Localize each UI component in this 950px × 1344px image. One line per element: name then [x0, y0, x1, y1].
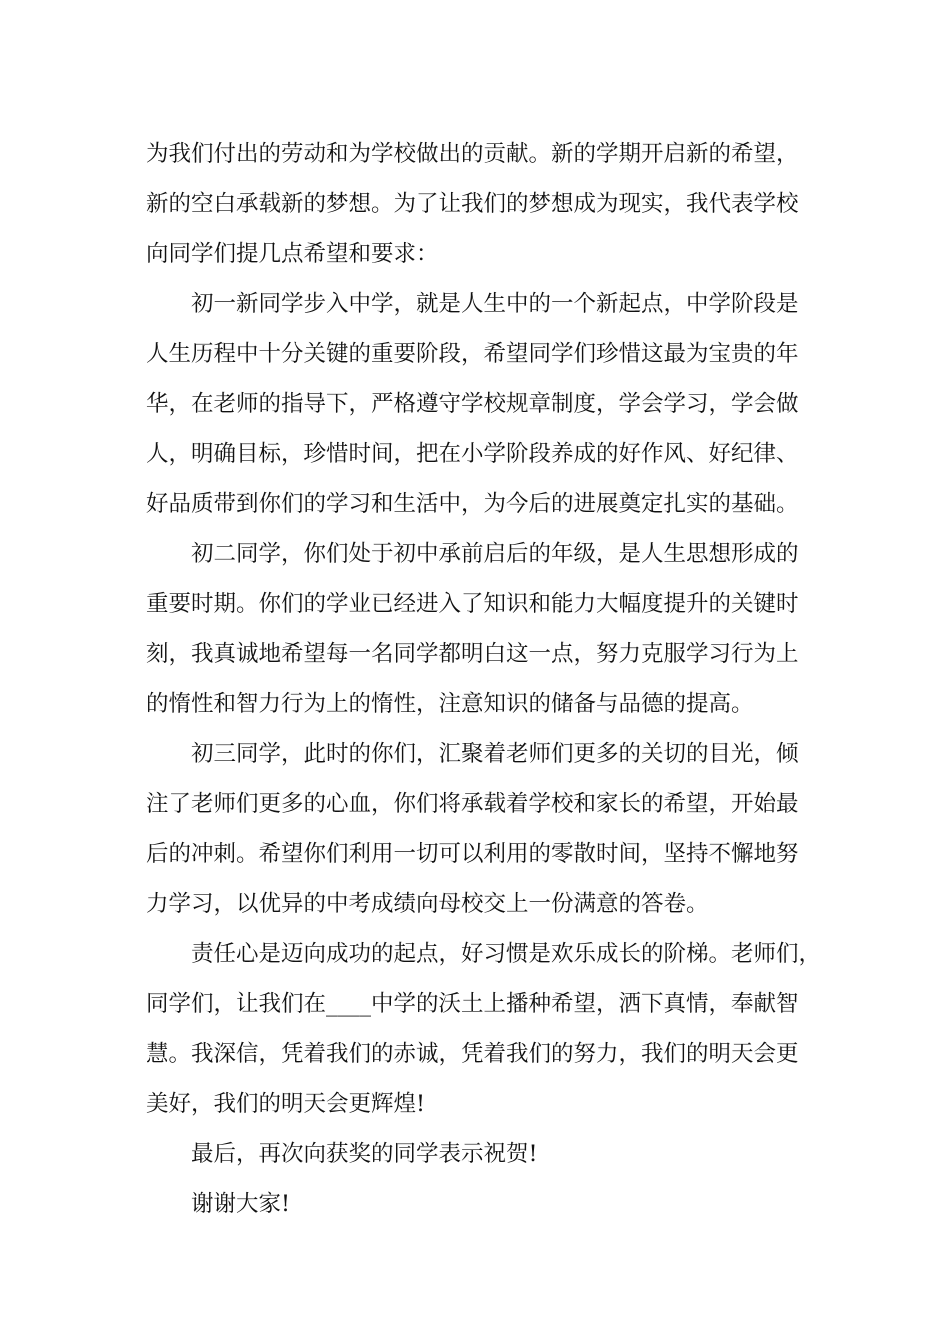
text-line: 为我们付出的劳动和为学校做出的贡献。新的学期开启新的希望，: [146, 141, 799, 167]
text-line: 重要时期。你们的学业已经进入了知识和能力大幅度提升的关键时: [146, 591, 799, 617]
text-line: 新的空白承载新的梦想。为了让我们的梦想成为现实，我代表学校: [146, 191, 799, 217]
closing-line: 最后，再次向获奖的同学表示祝贺!: [191, 1141, 538, 1167]
text-line: 向同学们提几点希望和要求：: [146, 241, 439, 267]
paragraph-start-line: 责任心是迈向成功的起点，好习惯是欢乐成长的阶梯。老师们，: [191, 941, 822, 967]
text-line: 后的冲刺。希望你们利用一切可以利用的零散时间，坚持不懈地努: [146, 841, 799, 867]
speech-body: [146, 129, 846, 1229]
paragraph-start-line: 初三同学，此时的你们，汇聚着老师们更多的关切的目光，倾: [191, 741, 799, 767]
text-line: 人，明确目标，珍惜时间，把在小学阶段养成的好作风、好纪律、: [146, 441, 799, 467]
text-line: 人生历程中十分关键的重要阶段，希望同学们珍惜这最为宝贵的年: [146, 341, 799, 367]
text-line: 的惰性和智力行为上的惰性，注意知识的储备与品德的提高。: [146, 691, 754, 717]
text-line: 注了老师们更多的心血，你们将承载着学校和家长的希望，开始最: [146, 791, 799, 817]
text-line: 好品质带到你们的学习和生活中，为今后的进展奠定扎实的基础。: [146, 491, 799, 517]
thanks-line: 谢谢大家!: [191, 1191, 291, 1217]
paragraph-start-line: 初一新同学步入中学，就是人生中的一个新起点，中学阶段是: [191, 291, 799, 317]
text-line: 慧。我深信，凭着我们的赤诚，凭着我们的努力，我们的明天会更: [146, 1041, 799, 1067]
paragraph-start-line: 初二同学，你们处于初中承前启后的年级，是人生思想形成的: [191, 541, 799, 567]
text-line: 力学习，以优异的中考成绩向母校交上一份满意的答卷。: [146, 891, 709, 917]
text-line: 刻，我真诚地希望每一名同学都明白这一点，努力克服学习行为上: [146, 641, 799, 667]
text-line: 同学们，让我们在____中学的沃土上播种希望，洒下真情，奉献智: [146, 991, 799, 1017]
text-line: 美好，我们的明天会更辉煌!: [146, 1091, 426, 1117]
text-line: 华，在老师的指导下，严格遵守学校规章制度，学会学习，学会做: [146, 391, 799, 417]
